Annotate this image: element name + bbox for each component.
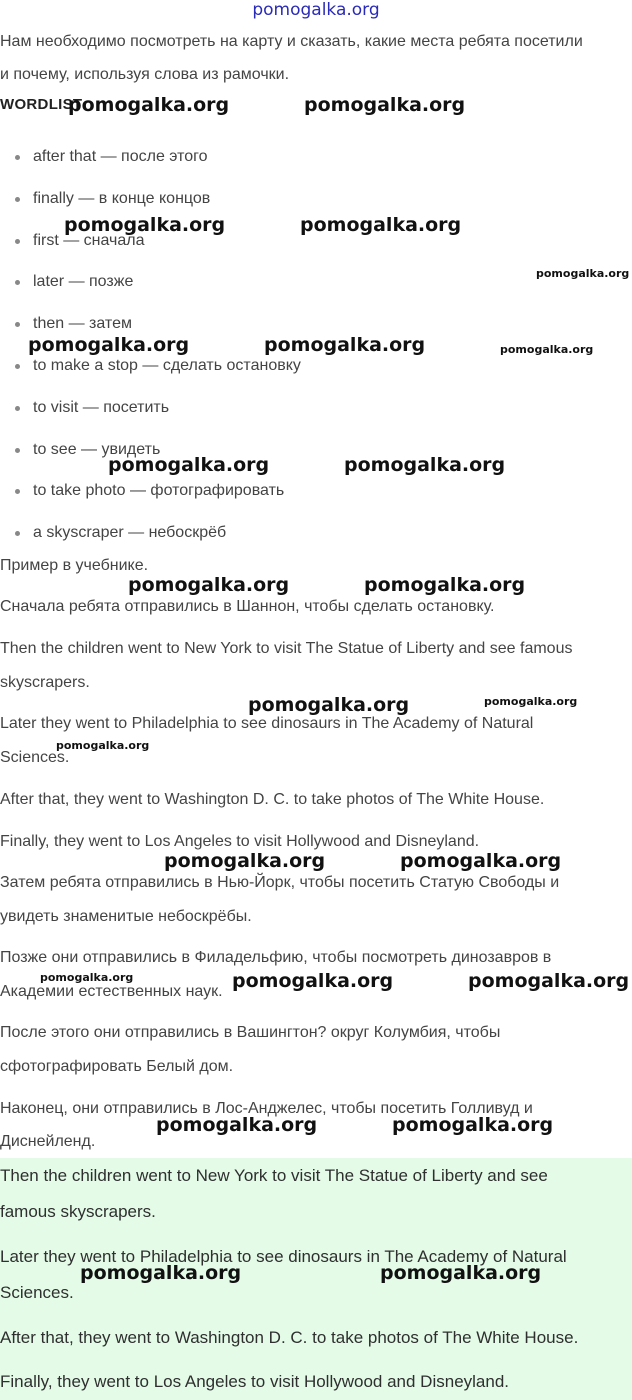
bullet-icon [15, 280, 20, 285]
bullet-icon [15, 322, 20, 327]
watermark: pomogalka.org [400, 850, 562, 872]
bullet-icon [15, 531, 20, 536]
watermark: pomogalka.org [156, 1114, 318, 1136]
list-item: to make a stop — сделать остановку [0, 345, 632, 387]
bullet-icon [15, 406, 20, 411]
watermark: pomogalka.org [344, 454, 506, 476]
watermark: pomogalka.org [380, 1262, 542, 1284]
bullet-icon [15, 364, 20, 369]
example-line: Then the children went to New York to visit The Statue of Liberty and see famous [0, 640, 573, 657]
answer-line: Later they went to Philadelphia to see dinosaurs in The Academy of Natural [0, 1247, 567, 1266]
list-item: a skyscraper — небоскрёб [0, 512, 632, 554]
example-line: Позже они отправились в Филадельфию, чтобы посмотреть динозавров в [0, 949, 552, 966]
example-heading: Пример в учебнике. [0, 557, 149, 574]
list-item: after that — после этого [0, 136, 632, 178]
example-line: Диснейленд. [0, 1133, 96, 1150]
bullet-icon [15, 197, 20, 202]
answer-line: Sciences. [0, 1283, 74, 1302]
bullet-icon [15, 239, 20, 244]
wordlist-title: WORDLIST [0, 96, 83, 113]
watermark: pomogalka.org [40, 971, 134, 984]
watermark: pomogalka.org [536, 267, 630, 280]
watermark: pomogalka.org [128, 574, 290, 596]
example-line: сфотографировать Белый дом. [0, 1058, 234, 1075]
bullet-icon [15, 448, 20, 453]
watermark: pomogalka.org [68, 94, 230, 116]
watermark: pomogalka.org [232, 970, 394, 992]
example-line: увидеть знаменитые небоскрёбы. [0, 908, 252, 925]
example-line: Finally, they went to Los Angeles to visit Hollywood and Disneyland. [0, 833, 480, 850]
watermark: pomogalka.org [64, 214, 226, 236]
watermark: pomogalka.org [484, 695, 578, 708]
answer-line: Then the children went to New York to visit The Statue of Liberty and see [0, 1166, 548, 1185]
watermark: pomogalka.org [264, 334, 426, 356]
answer-line: famous skyscrapers. [0, 1202, 156, 1221]
intro-line-1: Нам необходимо посмотреть на карту и сказать, какие места ребята посетили [0, 33, 583, 50]
example-line: Наконец, они отправились в Лос-Анджелес, чтобы посетить Голливуд и [0, 1100, 533, 1117]
watermark: pomogalka.org [304, 94, 466, 116]
example-line: Затем ребята отправились в Нью-Йорк, чтобы посетить Статую Свободы и [0, 874, 560, 891]
intro-line-2: и почему, используя слова из рамочки. [0, 66, 290, 83]
list-item: finally — в конце концов [0, 178, 632, 220]
example-line: Sciences. [0, 749, 70, 766]
watermark: pomogalka.org [500, 343, 594, 356]
list-item: later — позже [0, 261, 632, 303]
list-item: to visit — посетить [0, 387, 632, 429]
example-line: Later they went to Philadelphia to see dinosaurs in The Academy of Natural [0, 715, 534, 732]
watermark: pomogalka.org [28, 334, 190, 356]
answer-line: After that, they went to Washington D. C. to take photos of The White House. [0, 1328, 579, 1347]
example-line: После этого они отправились в Вашингтон? округ Колумбия, чтобы [0, 1024, 501, 1041]
list-item: first — сначала [0, 220, 632, 262]
watermark: pomogalka.org [56, 739, 150, 752]
answer-line: Finally, they went to Los Angeles to visit Hollywood and Disneyland. [0, 1372, 510, 1391]
watermark: pomogalka.org [248, 694, 410, 716]
watermark: pomogalka.org [108, 454, 270, 476]
example-line: After that, they went to Washington D. C. to take photos of The White House. [0, 791, 545, 808]
watermark: pomogalka.org [392, 1114, 554, 1136]
watermark: pomogalka.org [468, 970, 630, 992]
example-line: Академии естественных наук. [0, 983, 223, 1000]
list-item: to take photo — фотографировать [0, 470, 632, 512]
list-item: to see — увидеть [0, 429, 632, 471]
bullet-icon [15, 489, 20, 494]
top-site-link[interactable]: pomogalka.org [252, 0, 380, 20]
watermark: pomogalka.org [364, 574, 526, 596]
watermark: pomogalka.org [164, 850, 326, 872]
example-line: skyscrapers. [0, 674, 90, 691]
list-item: then — затем [0, 303, 632, 345]
watermark: pomogalka.org [300, 214, 462, 236]
bullet-icon [15, 155, 20, 160]
example-line: Сначала ребята отправились в Шаннон, чтобы сделать остановку. [0, 598, 495, 615]
watermark: pomogalka.org [80, 1262, 242, 1284]
